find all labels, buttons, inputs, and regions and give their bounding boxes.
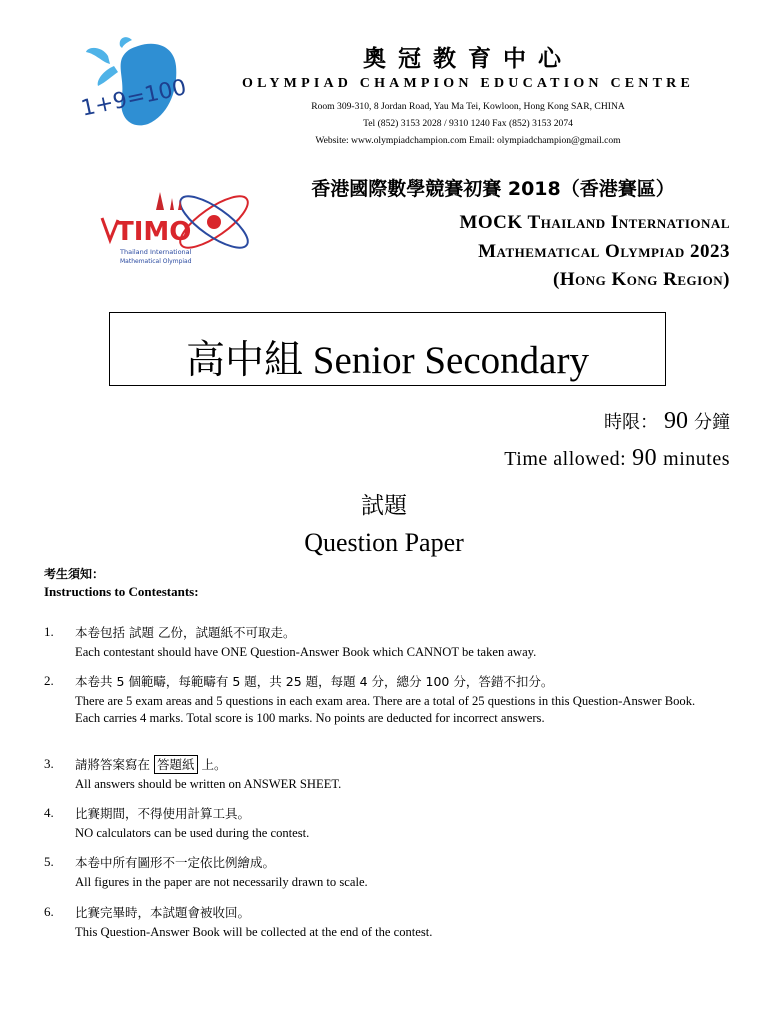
- item-text-zh: 比賽完畢時，本試題會被收回。: [75, 905, 251, 920]
- item-text-zh: 本卷中所有圖形不一定依比例繪成。: [75, 855, 276, 870]
- level-chinese: 高中組: [186, 338, 304, 383]
- olympiad-champion-logo: [78, 36, 228, 132]
- item-text-zh-post: 上。: [201, 757, 227, 772]
- web-email-line: Website: www.olympiadchampion.com Email: olympiadchampion@gmail.com: [315, 135, 621, 146]
- time-label-en: Time allowed:: [504, 448, 627, 470]
- item-text-en: This Question-Answer Book will be collected at the end of the contest.: [75, 925, 433, 939]
- item-text-en: There are 5 exam areas and 5 questions in each exam area. There are a total of 25 questions in this Question-Answer Book. Each carries 4 marks. Total score is 100 marks. No points are deducted for incorrect answers.: [75, 694, 696, 725]
- timo-logo: [96, 170, 256, 274]
- svg-text:Thailand International: Thailand International: [120, 248, 192, 256]
- item-text-zh: 比賽期間，不得使用計算工具。: [75, 806, 251, 821]
- item-text-en: All figures in the paper are not necessarily drawn to scale.: [75, 875, 368, 889]
- time-label-zh: 時限：: [604, 412, 658, 433]
- contest-title-line-3: (Hong Kong Region): [553, 269, 730, 290]
- item-text-zh: [75, 755, 227, 773]
- item-text-en: NO calculators can be used during the contest.: [75, 826, 310, 840]
- item-text-zh-pre: 請將答案寫在: [75, 757, 151, 772]
- svg-text:1+9=100: 1+9=100: [78, 75, 189, 122]
- svg-text:Mathematical Olympiad: Mathematical Olympiad: [120, 258, 192, 265]
- item-text-zh: 本卷共 5 個範疇，每範疇有 5 題，共 25 題，每題 4 分，總分 100 分，答錯不扣分。: [75, 674, 554, 689]
- item-text-en: Each contestant should have ONE Question-Answer Book which CANNOT be taken away.: [75, 645, 537, 659]
- paper-title-chinese: 試題: [361, 493, 407, 519]
- contest-title-chinese: 香港國際數學競賽初賽 2018（香港賽區）: [311, 178, 675, 200]
- time-allowed-chinese: [604, 408, 730, 435]
- paper-title-english: Question Paper: [304, 528, 464, 557]
- item-number: 4.: [44, 805, 54, 820]
- time-value-en: 90: [632, 445, 658, 471]
- contact-line: Tel (852) 3153 2028 / 9310 1240 Fax (852) 3153 2074: [363, 118, 573, 129]
- level-english: Senior Secondary: [312, 339, 589, 382]
- item-number: 5.: [44, 854, 54, 869]
- address-line: Room 309-310, 8 Jordan Road, Yau Ma Tei, Kowloon, Hong Kong SAR, CHINA: [311, 101, 625, 112]
- time-unit-zh: 分鐘: [694, 412, 730, 433]
- item-text-en: All answers should be written on ANSWER SHEET.: [75, 777, 342, 791]
- time-unit-en: minutes: [663, 448, 730, 470]
- item-text-zh: 本卷包括 試題 乙份，試題紙不可取走。: [75, 625, 296, 640]
- level-box: [109, 312, 666, 386]
- contest-title-line-1: MOCK Thailand International: [459, 212, 730, 233]
- center-name-english: OLYMPIAD CHAMPION EDUCATION CENTRE: [242, 76, 694, 91]
- contest-title-line-2: Mathematical Olympiad 2023: [478, 241, 730, 262]
- item-number: 3.: [44, 756, 54, 771]
- svg-text:TIMO: TIMO: [116, 217, 192, 247]
- item-number: 2.: [44, 673, 54, 688]
- item-number: 6.: [44, 904, 54, 919]
- instructions-heading-english: Instructions to Contestants:: [44, 584, 199, 599]
- answer-sheet-label: 答題紙: [154, 755, 198, 774]
- time-value-zh: 90: [664, 408, 688, 434]
- center-name-chinese: 奧冠教育中心: [363, 46, 573, 72]
- time-allowed-english: [504, 445, 730, 472]
- instructions-heading-chinese: 考生須知：: [44, 567, 105, 581]
- item-number: 1.: [44, 624, 54, 639]
- level-title: [110, 329, 665, 385]
